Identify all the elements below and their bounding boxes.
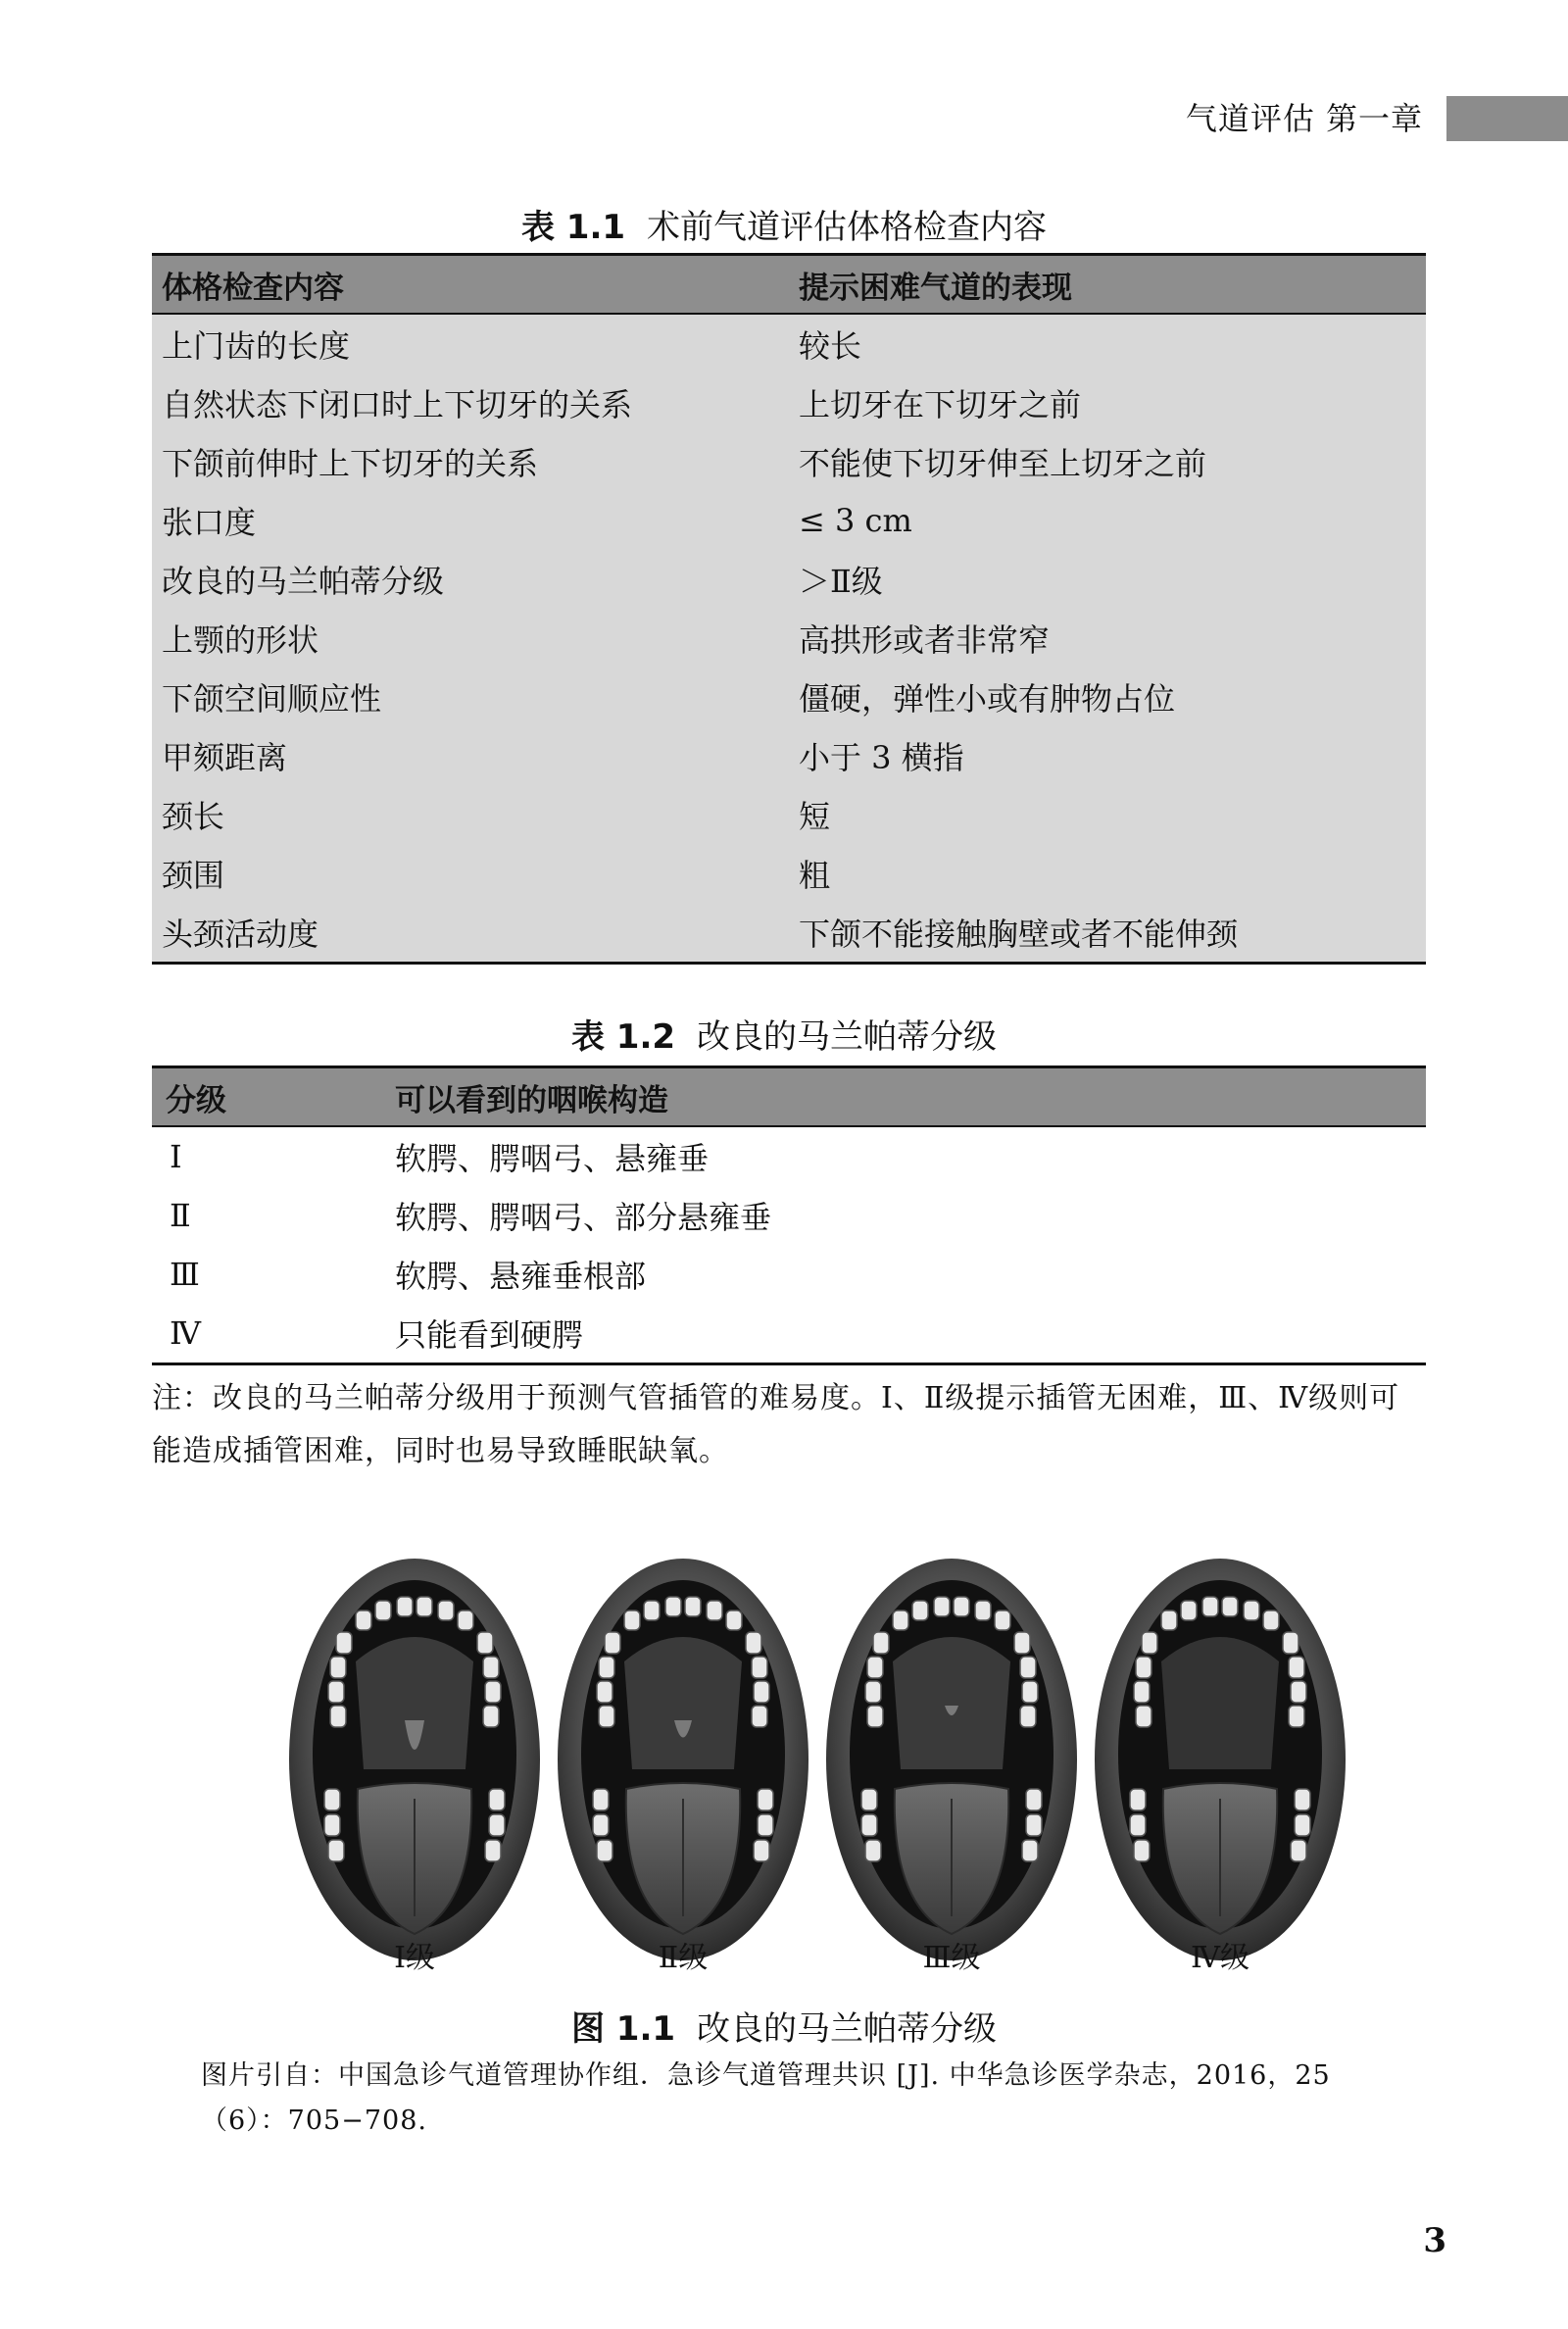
table-row — [152, 1126, 1426, 1186]
figure-number: 图 1.1 — [570, 2009, 676, 2049]
table-row — [152, 1304, 1426, 1364]
table1-number: 表 1.1 — [520, 208, 626, 247]
table-cell: 自然状态下闭口时上下切牙的关系 — [162, 386, 633, 423]
table-row — [152, 432, 1426, 491]
table-cell: 上门齿的长度 — [162, 327, 351, 365]
table1-header-row — [152, 255, 1426, 315]
table-cell: 下颌前伸时上下切牙的关系 — [162, 445, 539, 482]
grade-label: Ⅲ级 — [922, 1941, 981, 1975]
grade-label: Ⅱ级 — [658, 1941, 709, 1975]
mallampati-illustration — [279, 1539, 1367, 1970]
table-cell: 只能看到硬腭 — [385, 1304, 1426, 1364]
table-row — [152, 785, 1426, 844]
mouth-grade-3 — [826, 1559, 1077, 1960]
table-cell: 软腭、腭咽弓、悬雍垂 — [395, 1140, 710, 1177]
table1 — [152, 253, 1426, 965]
table-row — [152, 726, 1426, 785]
table2-col-header: 可以看到的咽喉构造 — [385, 1067, 1426, 1127]
table-cell: ＞Ⅱ级 — [799, 563, 883, 600]
table2-note: 注：改良的马兰帕蒂分级用于预测气管插管的难易度。Ⅰ、Ⅱ级提示插管无困难，Ⅲ、Ⅳ级则可能造成插管困难，同时也易导致睡眠缺氧。 — [152, 1381, 1400, 1468]
table-cell: Ⅳ — [152, 1304, 385, 1364]
table-cell: Ⅰ — [170, 1138, 182, 1175]
grade-label: Ⅳ级 — [1191, 1941, 1250, 1975]
figure-source: 图片引自：中国急诊气道管理协作组．急诊气道管理共识 [J]. 中华急诊医学杂志，2016，25（6）：705−708. — [201, 2060, 1331, 2136]
table-cell: ≤ 3 cm — [799, 502, 912, 539]
table-cell: Ⅲ — [170, 1256, 200, 1293]
table-cell: 不能使下切牙伸至上切牙之前 — [799, 445, 1207, 482]
table-cell: 下颌空间顺应性 — [162, 680, 382, 718]
table-row — [152, 1186, 1426, 1245]
table-cell: 下颌不能接触胸壁或者不能伸颈 — [789, 903, 1426, 964]
table-row — [152, 491, 1426, 550]
table-cell: 僵硬，弹性小或有肿物占位 — [799, 680, 1176, 718]
table-cell: 粗 — [799, 857, 831, 894]
table2-col-header: 分级 — [152, 1067, 385, 1127]
table-cell: 上切牙在下切牙之前 — [799, 386, 1082, 423]
table-row — [152, 314, 1426, 373]
table-row — [152, 550, 1426, 609]
grade-label: Ⅰ级 — [394, 1941, 435, 1975]
table-row — [152, 668, 1426, 726]
table-cell: 小于 3 横指 — [799, 739, 964, 776]
table1-col-header: 提示困难气道的表现 — [789, 255, 1426, 315]
table-cell: 颈长 — [162, 798, 225, 835]
grade-labels — [0, 1933, 1568, 1975]
table-row — [152, 609, 1426, 668]
table-cell: 颈围 — [162, 857, 225, 894]
table2-body — [152, 1126, 1426, 1364]
table1-body — [152, 314, 1426, 964]
chapter-tab — [1446, 96, 1568, 141]
page-number: 3 — [1423, 2221, 1446, 2260]
table-cell: 较长 — [799, 327, 862, 365]
table-cell: 软腭、悬雍垂根部 — [395, 1258, 647, 1295]
table-cell: 短 — [799, 798, 831, 835]
figure-caption — [0, 2002, 1568, 2050]
table-row — [152, 903, 1426, 964]
table1-col-header: 体格检查内容 — [152, 255, 789, 315]
table-cell: 张口度 — [162, 504, 257, 541]
table-cell: 高拱形或者非常窄 — [799, 621, 1051, 659]
table-cell: 甲颏距离 — [162, 739, 288, 776]
figure-title: 改良的马兰帕蒂分级 — [697, 2009, 998, 2049]
table1-caption — [0, 200, 1568, 248]
table-cell: 头颈活动度 — [152, 903, 789, 964]
table-row — [152, 1245, 1426, 1304]
table2 — [152, 1065, 1426, 1365]
table-row — [152, 373, 1426, 432]
table-cell: 软腭、腭咽弓、部分悬雍垂 — [395, 1199, 772, 1236]
mouth-grade-4 — [1095, 1559, 1346, 1960]
running-header: 气道评估 第一章 — [1185, 100, 1423, 137]
table2-header-row — [152, 1067, 1426, 1127]
table-cell: 改良的马兰帕蒂分级 — [162, 563, 445, 600]
mouth-grade-2 — [558, 1559, 808, 1960]
mouth-grade-1 — [289, 1559, 540, 1960]
table2-number: 表 1.2 — [570, 1017, 676, 1057]
table2-title: 改良的马兰帕蒂分级 — [697, 1017, 998, 1057]
table-row — [152, 844, 1426, 903]
table-cell: Ⅱ — [170, 1197, 191, 1234]
table1-title: 术前气道评估体格检查内容 — [647, 208, 1048, 247]
table2-caption — [0, 1010, 1568, 1058]
table-cell: 上颚的形状 — [162, 621, 319, 659]
